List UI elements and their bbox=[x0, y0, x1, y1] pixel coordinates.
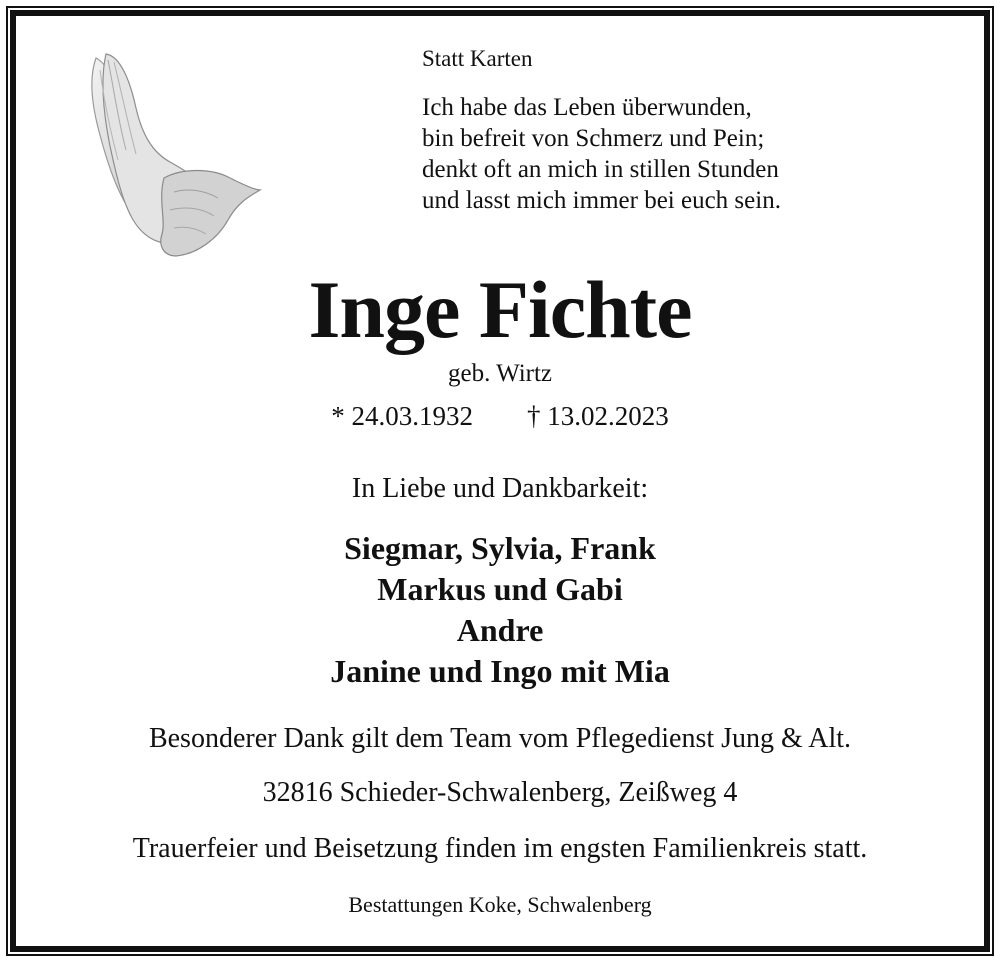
dedication: In Liebe und Dankbarkeit: bbox=[351, 473, 649, 504]
funeral-note: Trauerfeier und Beisetzung finden im engsten Familienkreis statt. bbox=[132, 833, 868, 864]
header-statt-karten: Statt Karten bbox=[422, 46, 533, 71]
family-line: Markus und Gabi bbox=[377, 571, 623, 607]
family-line: Andre bbox=[456, 612, 544, 648]
birth-name: geb. Wirtz bbox=[447, 360, 553, 387]
birth-date: * 24.03.1932 bbox=[331, 401, 473, 431]
praying-hands-icon bbox=[78, 50, 263, 260]
poem bbox=[422, 92, 781, 216]
family-line: Siegmar, Sylvia, Frank bbox=[344, 530, 656, 566]
deceased-name: Inge Fichte bbox=[308, 264, 692, 355]
poem-line: Ich habe das Leben überwunden, bbox=[422, 94, 752, 121]
thanks-note: Besonderer Dank gilt dem Team vom Pflegedienst Jung & Alt. bbox=[148, 723, 852, 754]
life-dates bbox=[0, 398, 1000, 434]
death-date: † 13.02.2023 bbox=[527, 401, 669, 431]
family-line: Janine und Ingo mit Mia bbox=[330, 653, 670, 689]
address: 32816 Schieder-Schwalenberg, Zeißweg 4 bbox=[262, 777, 738, 808]
family-names bbox=[0, 528, 1000, 692]
poem-line: und lasst mich immer bei euch sein. bbox=[422, 187, 781, 214]
undertaker: Bestattungen Koke, Schwalenberg bbox=[348, 892, 652, 917]
poem-line: denkt oft an mich in stillen Stunden bbox=[422, 156, 779, 183]
poem-line: bin befreit von Schmerz und Pein; bbox=[422, 125, 765, 152]
